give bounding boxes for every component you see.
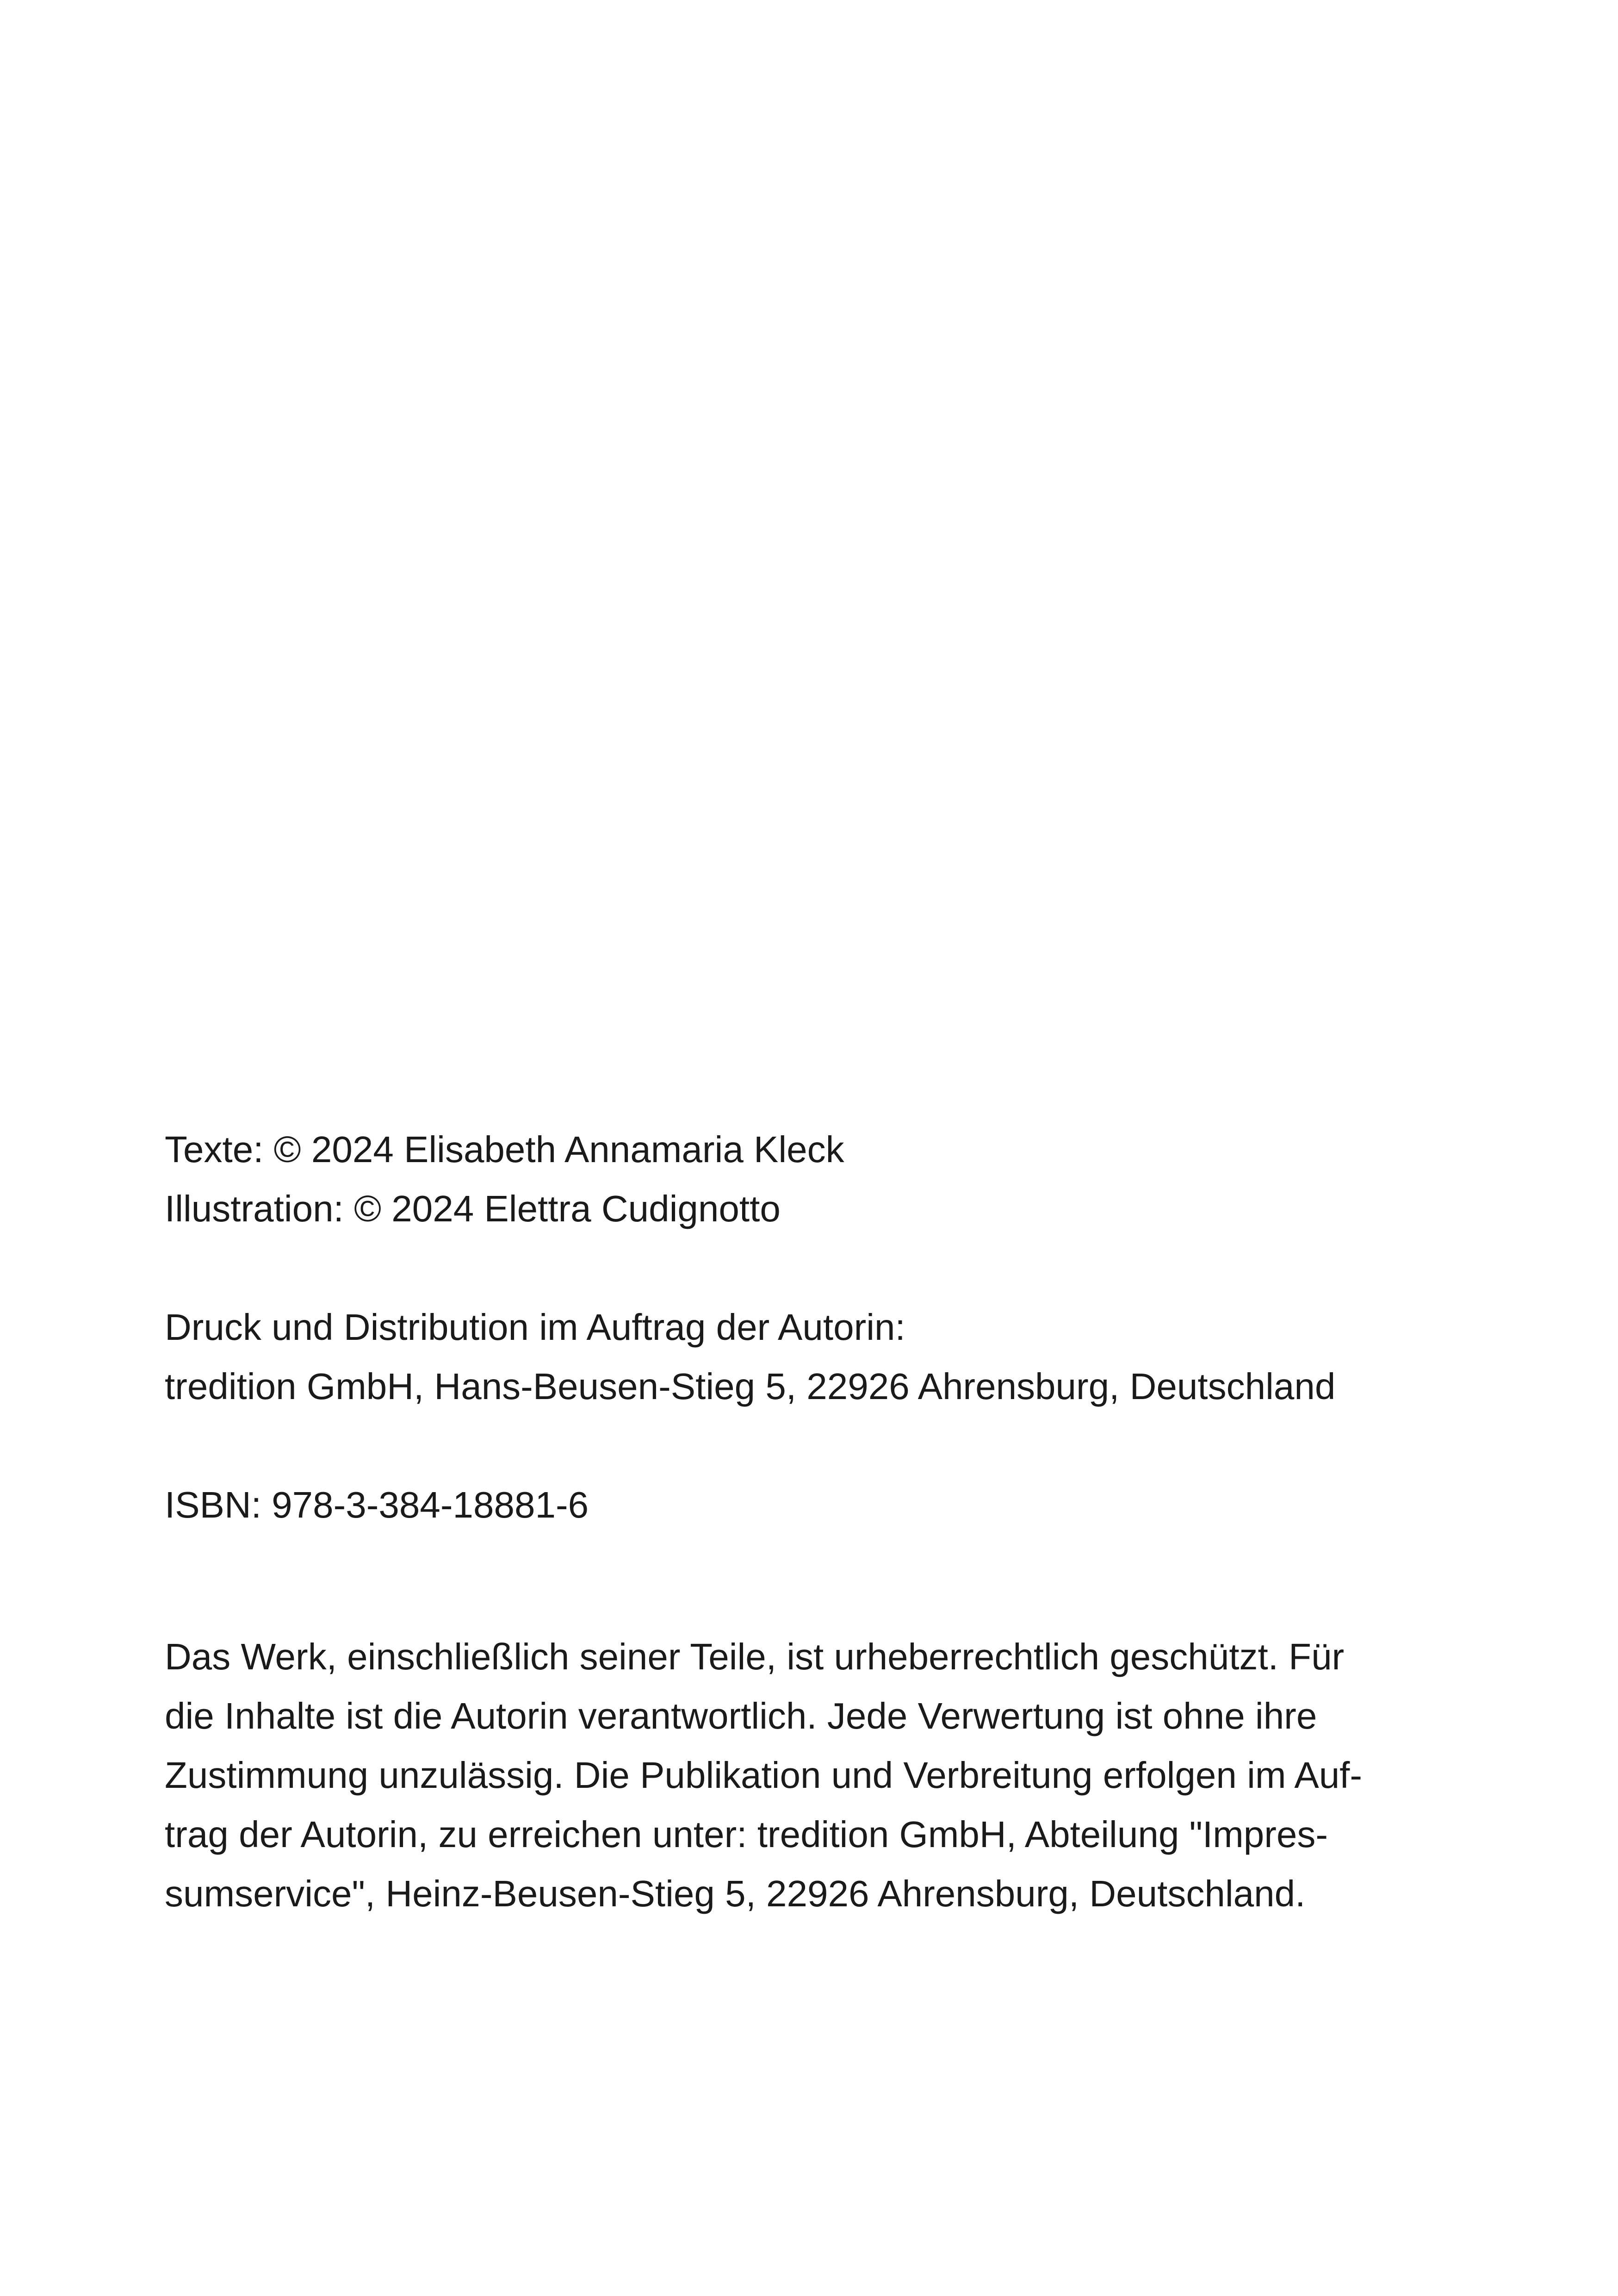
text-credit: Texte: © 2024 Elisabeth Annamaria Kleck bbox=[165, 1129, 844, 1170]
copyright-line: sumservice", Heinz-Beusen-Stieg 5, 22926 Ahrensburg, Deutschland. bbox=[165, 1873, 1306, 1914]
copyright-line: die Inhalte ist die Autorin verantwortlich. Jede Verwertung ist ohne ihre bbox=[165, 1695, 1317, 1736]
isbn: ISBN: 978-3-384-18881-6 bbox=[165, 1484, 589, 1525]
printing-label: Druck und Distribution im Auftrag der Autorin: bbox=[165, 1307, 905, 1348]
copyright-line: trag der Autorin, zu erreichen unter: tredition GmbH, Abteilung "Impres- bbox=[165, 1814, 1328, 1855]
illustration-credit: Illustration: © 2024 Elettra Cudignotto bbox=[165, 1188, 781, 1229]
copyright-line: Das Werk, einschließlich seiner Teile, ist urheberrechtlich geschützt. Für bbox=[165, 1636, 1345, 1677]
publisher-address: tredition GmbH, Hans-Beusen-Stieg 5, 22926 Ahrensburg, Deutschland bbox=[165, 1366, 1336, 1407]
credits-block bbox=[165, 1120, 1460, 1238]
isbn-block bbox=[165, 1475, 1460, 1535]
imprint-section bbox=[165, 1120, 1460, 1923]
copyright-notice bbox=[165, 1627, 1460, 1923]
printing-block bbox=[165, 1298, 1460, 1416]
copyright-line: Zustimmung unzulässig. Die Publikation und Verbreitung erfolgen im Auf- bbox=[165, 1755, 1363, 1796]
